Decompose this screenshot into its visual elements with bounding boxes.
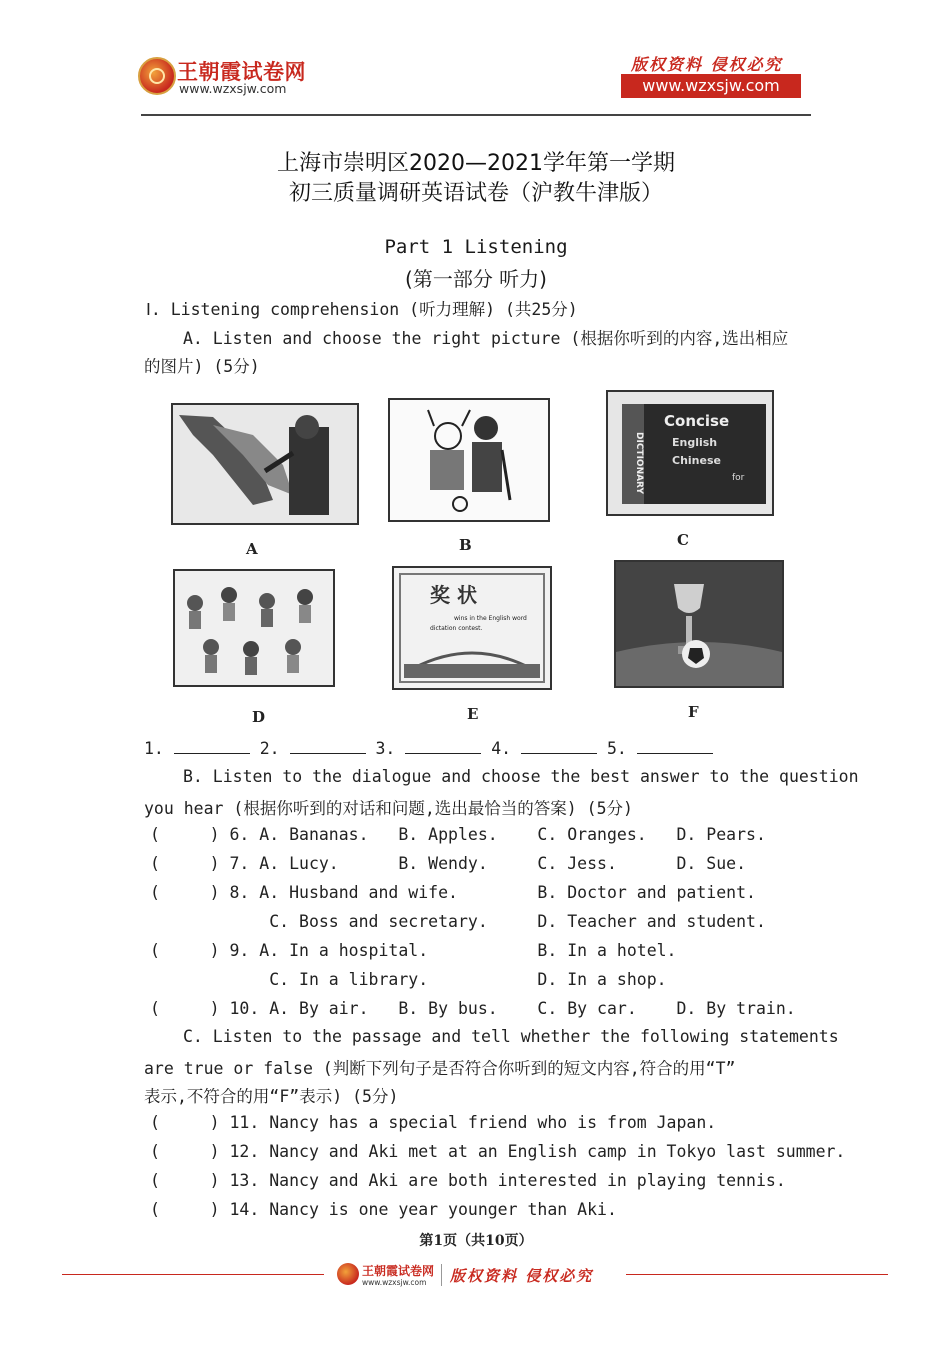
answer-number-2: 2. xyxy=(259,739,280,758)
part-title: Part 1 Listening xyxy=(384,236,568,258)
footer-separator xyxy=(441,1264,442,1286)
question-9: ( ) 9. A. In a hospital. B. In a hotel. xyxy=(150,941,677,960)
question-9-options: C. In a library. D. In a shop. xyxy=(150,970,667,989)
answer-number-1: 1. xyxy=(144,739,164,758)
dictionary-spine: DICTIONARY xyxy=(634,432,644,495)
question-14: ( ) 14. Nancy is one year younger than Aki. xyxy=(150,1200,617,1219)
section-a-instruction-1: A. Listen and choose the right picture (根据你听到的内容,选出相应 xyxy=(183,329,789,348)
certificate-line1: wins in the English word xyxy=(454,615,527,622)
picture-label-b: B xyxy=(459,536,472,554)
header-divider xyxy=(141,114,811,116)
picture-label-d: D xyxy=(252,708,266,726)
part-subtitle: (第一部分 听力) xyxy=(405,267,547,291)
question-8: ( ) 8. A. Husband and wife. B. Doctor and patient. xyxy=(150,883,756,902)
footer-divider-right xyxy=(626,1274,888,1275)
section-heading: Ⅰ. Listening comprehension (听力理解) (共25分) xyxy=(146,300,578,319)
certificate-title: 奖 状 xyxy=(430,583,477,607)
site-url-badge[interactable]: www.wzxsjw.com xyxy=(621,74,801,98)
question-8-options: C. Boss and secretary. D. Teacher and student. xyxy=(150,912,766,931)
picture-label-e: E xyxy=(467,705,479,723)
exam-title-line2: 初三质量调研英语试卷（沪教牛津版） xyxy=(288,181,663,206)
question-6: ( ) 6. A. Bananas. B. Apples. C. Oranges. D. Pears. xyxy=(150,825,766,844)
picture-b-football-scene xyxy=(388,398,550,522)
section-c-instruction-1: C. Listen to the passage and tell whether the following statements xyxy=(183,1027,839,1046)
picture-d-playground xyxy=(173,569,335,687)
section-b-instruction-2: you hear (根据你听到的对话和问题,选出最恰当的答案) (5分) xyxy=(144,799,633,818)
answer-blanks-row xyxy=(144,739,713,758)
picture-e-certificate xyxy=(392,566,552,690)
answer-number-5: 5. xyxy=(607,739,627,758)
answer-blank-4[interactable] xyxy=(521,739,597,754)
picture-f-trophy-football xyxy=(614,560,784,688)
page-number: 第1页（共10页） xyxy=(419,1233,533,1249)
section-c-instruction-2: are true or false (判断下列句子是否符合你听到的短文内容,符合的用“T” xyxy=(144,1059,736,1078)
answer-blank-5[interactable] xyxy=(637,739,713,754)
dictionary-title: Concise xyxy=(664,412,730,430)
dictionary-line2: English xyxy=(672,436,718,449)
answer-blank-3[interactable] xyxy=(405,739,481,754)
section-b-instruction-1: B. Listen to the dialogue and choose the best answer to the question xyxy=(183,767,859,786)
picture-a-map xyxy=(171,403,359,525)
footer-logo-name: 王朝霞试卷网 xyxy=(362,1264,435,1278)
exam-title-line1: 上海市崇明区2020—2021学年第一学期 xyxy=(277,151,675,176)
picture-label-c: C xyxy=(677,531,689,549)
footer-logo-url: www.wzxsjw.com xyxy=(362,1278,427,1287)
picture-label-a: A xyxy=(246,540,258,558)
answer-number-4: 4. xyxy=(491,739,512,758)
question-12: ( ) 12. Nancy and Aki met at an English camp in Tokyo last summer. xyxy=(150,1142,846,1161)
answer-blank-1[interactable] xyxy=(174,739,250,754)
footer-divider-left xyxy=(62,1274,324,1275)
question-7: ( ) 7. A. Lucy. B. Wendy. C. Jess. D. Sue. xyxy=(150,854,747,873)
answer-blank-2[interactable] xyxy=(290,739,366,754)
footer-slogan: 版权资料 侵权必究 xyxy=(450,1267,594,1285)
site-logo-url: www.wzxsjw.com xyxy=(179,81,287,96)
site-logo-name: 王朝霞试卷网 xyxy=(177,60,306,84)
footer-logo-icon xyxy=(337,1263,359,1285)
dictionary-line3: Chinese xyxy=(672,454,721,467)
question-10: ( ) 10. A. By air. B. By bus. C. By car. D. By train. xyxy=(150,999,796,1018)
copyright-slogan: 版权资料 侵权必究 xyxy=(631,55,783,74)
certificate-line2: dictation contest. xyxy=(430,625,483,632)
section-c-instruction-3: 表示,不符合的用“F”表示) (5分) xyxy=(144,1087,399,1106)
dictionary-for: for xyxy=(732,473,745,483)
question-11: ( ) 11. Nancy has a special friend who is from Japan. xyxy=(150,1113,717,1132)
question-13: ( ) 13. Nancy and Aki are both interested in playing tennis. xyxy=(150,1171,786,1190)
picture-label-f: F xyxy=(688,703,699,721)
section-a-instruction-2: 的图片) (5分) xyxy=(144,357,260,376)
site-logo-icon xyxy=(138,57,176,95)
answer-number-3: 3. xyxy=(375,739,396,758)
picture-c-dictionary xyxy=(606,390,774,516)
